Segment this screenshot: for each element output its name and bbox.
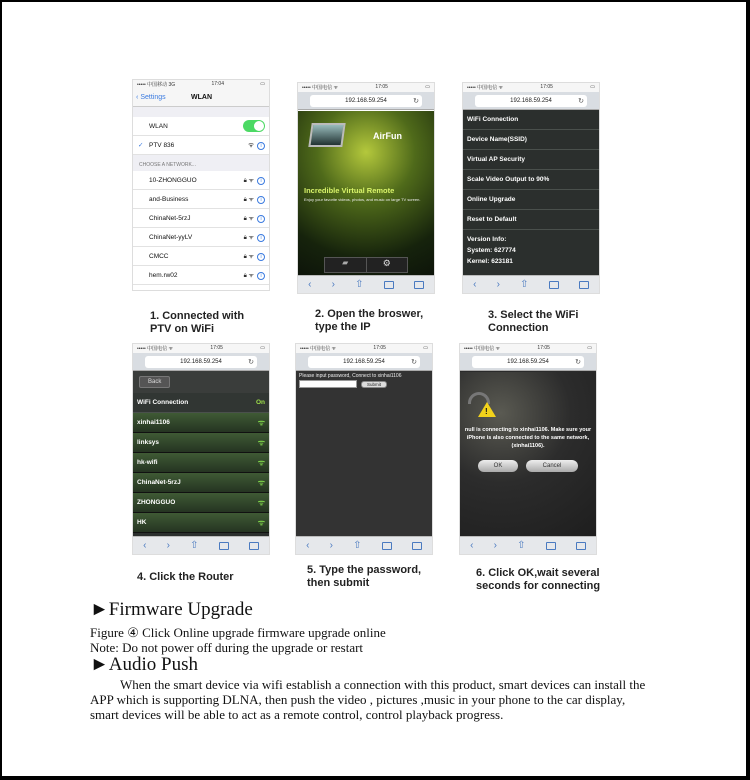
network-name: 10-ZHONGGUO <box>149 176 197 184</box>
bookmarks-icon[interactable] <box>384 281 394 289</box>
subline: Enjoy your favorite videos, photos, and music on large TV screen. <box>304 197 421 202</box>
caption-step-3: 3. Select the WiFi Connection <box>488 309 579 334</box>
carrier-text: ••••• 中国电信 ᯤ <box>467 85 504 91</box>
password-prompt: Please input password, Connect to xinhai1106 <box>299 373 402 379</box>
kernel-version: Kernel: 623181 <box>467 258 513 265</box>
password-input[interactable] <box>299 380 357 388</box>
firmware-line-1: Figure ④ Click Online upgrade firmware upgrade online <box>90 625 386 640</box>
lock-wifi-info-icon: 🔒︎ ᯤ i <box>244 233 265 242</box>
router-name: xinhai1106 <box>137 419 170 426</box>
wifi-signal-icon: ᯤ <box>257 478 265 487</box>
firmware-line-2: Note: Do not power off during the upgrade or restart <box>90 640 364 655</box>
reload-icon[interactable]: ↻ <box>248 358 254 366</box>
lock-wifi-info-icon: 🔒︎ ᯤ i <box>244 214 265 223</box>
settings-back-button[interactable]: Settings <box>140 94 166 101</box>
reload-icon[interactable]: ↻ <box>575 358 581 366</box>
caption-step-5: 5. Type the password, then submit <box>307 564 422 589</box>
forward-arrow-icon[interactable]: › <box>493 539 497 551</box>
wifi-signal-icon: ᯤ <box>257 458 265 467</box>
wifi-info-icons: ᯤ i <box>248 140 265 150</box>
status-bar <box>133 344 269 353</box>
share-icon[interactable]: ⇧ <box>517 539 526 551</box>
wlan-label: WLAN <box>149 122 168 130</box>
wifi-signal-icon: ᯤ <box>257 498 265 507</box>
network-row[interactable] <box>133 209 269 228</box>
url-text[interactable]: 192.168.59.254 <box>345 97 387 104</box>
remote-button[interactable]: ▰ <box>325 258 367 272</box>
back-arrow-icon[interactable]: ‹ <box>143 539 147 551</box>
forward-arrow-icon[interactable]: › <box>329 539 333 551</box>
back-arrow-icon[interactable]: ‹ <box>308 278 312 290</box>
tabs-icon[interactable] <box>412 542 422 550</box>
tabs-icon[interactable] <box>576 542 586 550</box>
lock-wifi-info-icon: 🔒︎ ᯤ i <box>244 176 265 185</box>
caption-step-6: 6. Click OK,wait several seconds for connecting <box>476 567 601 592</box>
warning-exclamation: ! <box>485 407 488 416</box>
caption-step-2: 2. Open the broswer, type the IP <box>315 308 424 333</box>
share-icon[interactable]: ⇧ <box>520 278 529 290</box>
forward-arrow-icon[interactable]: › <box>496 278 500 290</box>
browser-toolbar <box>298 275 434 293</box>
dialog-backdrop <box>460 372 596 536</box>
wifi-signal-icon: ᯤ <box>257 438 265 447</box>
router-name: HK <box>137 519 147 526</box>
battery-icon: ▭ <box>425 84 430 90</box>
reload-icon[interactable]: ↻ <box>411 358 417 366</box>
carrier-text: ••••• 中国电信 ᯤ <box>464 346 501 352</box>
version-label: Version Info: <box>467 236 507 243</box>
network-name: CMCC <box>149 252 169 260</box>
router-row[interactable] <box>133 513 269 533</box>
bottom-controls <box>324 257 408 273</box>
url-text[interactable]: 192.168.59.254 <box>507 358 549 365</box>
network-row[interactable] <box>133 171 269 190</box>
phone-screenshot-wifi-list <box>132 343 270 555</box>
battery-icon: ▭ <box>423 345 428 351</box>
headline: Incredible Virtual Remote <box>304 186 395 195</box>
status-bar <box>296 344 432 353</box>
wlan-toggle[interactable] <box>243 120 265 132</box>
router-name: ChinaNet-5rzJ <box>137 479 181 486</box>
wifi-header-label: WiFi Connection <box>137 399 189 406</box>
status-bar <box>133 80 269 89</box>
wifi-header <box>133 393 269 413</box>
system-version: System: 627774 <box>467 247 516 254</box>
url-bar[interactable] <box>296 353 432 371</box>
url-text[interactable]: 192.168.59.254 <box>180 358 222 365</box>
time-text: 17:05 <box>537 345 550 351</box>
back-button[interactable]: Back <box>139 376 170 388</box>
lock-wifi-info-icon: 🔒︎ ᯤ i <box>244 252 265 261</box>
network-list <box>133 171 269 285</box>
tv-graphic-icon <box>308 123 345 147</box>
cancel-button[interactable]: Cancel <box>526 460 578 472</box>
version-info <box>463 230 599 271</box>
audio-heading: ►Audio Push <box>90 654 199 675</box>
settings-gear-icon[interactable]: ⚙ <box>382 258 391 268</box>
status-bar <box>460 344 596 353</box>
url-bar[interactable] <box>460 353 596 371</box>
router-name: hk-wifi <box>137 459 158 466</box>
wifi-signal-icon: ᯤ <box>257 518 265 527</box>
wifi-state[interactable]: On <box>255 399 265 406</box>
time-text: 17:04 <box>211 81 224 87</box>
share-icon[interactable]: ⇧ <box>190 539 199 551</box>
tabs-icon[interactable] <box>249 542 259 550</box>
connected-network-name: PTV 836 <box>149 141 175 149</box>
tabs-icon[interactable] <box>414 281 424 289</box>
network-row[interactable] <box>133 228 269 247</box>
network-name: ChinaNet-5rzJ <box>149 214 191 222</box>
menu-item[interactable]: Scale Video Output to 90% <box>463 170 599 190</box>
router-list <box>133 413 269 533</box>
battery-icon: ▭ <box>260 81 265 87</box>
phone-screenshot-connect-dialog <box>459 343 597 555</box>
battery-icon: ▭ <box>587 345 592 351</box>
back-arrow-icon[interactable]: ‹ <box>306 539 310 551</box>
battery-icon: ▭ <box>590 84 595 90</box>
url-bar[interactable] <box>133 353 269 371</box>
phone-screenshot-password <box>295 343 433 555</box>
back-chevron-icon[interactable]: ‹ <box>136 94 139 101</box>
carrier-text: ••••• 中国电信 ᯤ <box>300 346 337 352</box>
time-text: 17:05 <box>210 345 223 351</box>
share-icon[interactable]: ⇧ <box>355 278 364 290</box>
wifi-signal-icon: ᯤ <box>257 418 265 427</box>
nav-title: WLAN <box>191 94 212 101</box>
connect-message: null is connecting to xinhai1106. Make sure your iPhone is also connected to the same network, (xinhai1106). <box>464 427 592 449</box>
caption-step-1: 1. Connected with PTV on WiFi <box>150 310 245 335</box>
tabs-icon[interactable] <box>579 281 589 289</box>
reload-icon[interactable]: ↻ <box>413 97 419 105</box>
firmware-heading: ►Firmware Upgrade <box>90 599 253 620</box>
bookmarks-icon[interactable] <box>219 542 229 550</box>
router-row[interactable] <box>133 413 269 433</box>
share-icon[interactable]: ⇧ <box>353 539 362 551</box>
menu-item[interactable]: Virtual AP Security <box>463 150 599 170</box>
forward-arrow-icon[interactable]: › <box>331 278 335 290</box>
carrier-text: ••••• 中国电信 ᯤ <box>137 346 174 352</box>
battery-icon: ▭ <box>260 345 265 351</box>
browser-toolbar <box>463 275 599 293</box>
url-bar[interactable] <box>463 92 599 110</box>
network-row[interactable] <box>133 247 269 266</box>
forward-arrow-icon[interactable]: › <box>166 539 170 551</box>
status-bar <box>298 83 434 92</box>
menu-item[interactable]: Device Name(SSID) <box>463 130 599 150</box>
section-header: CHOOSE A NETWORK... <box>133 155 269 171</box>
router-name: ZHONGGUO <box>137 499 176 506</box>
brand-logo: AirFun <box>373 131 402 141</box>
url-bar[interactable] <box>298 92 434 110</box>
checkmark-icon: ✓ <box>138 142 144 149</box>
submit-button[interactable]: Submit <box>361 381 387 388</box>
phone-screenshot-wlan <box>132 79 270 291</box>
time-text: 17:05 <box>375 84 388 90</box>
phone-screenshot-airfun <box>297 82 435 294</box>
time-text: 17:05 <box>373 345 386 351</box>
phone-screenshot-menu <box>462 82 600 294</box>
url-text[interactable]: 192.168.59.254 <box>343 358 385 365</box>
nav-bar <box>133 89 269 107</box>
audio-paragraph: When the smart device via wifi establish a connection with this product, smart devices can install the APP which is supporting DLNA, then push the video , pictures ,music in your phone to the car display, smart devices will be able to act as a remote control, control playback progress. <box>90 677 646 722</box>
router-name: linksys <box>137 439 160 446</box>
carrier-text: ••••• 中国电信 ᯤ <box>302 85 339 91</box>
menu-item[interactable]: Online Upgrade <box>463 190 599 210</box>
menu-item[interactable]: WiFi Connection <box>463 110 599 130</box>
ok-button[interactable]: OK <box>478 460 518 472</box>
lock-wifi-info-icon: 🔒︎ ᯤ i <box>244 271 265 280</box>
bookmarks-icon[interactable] <box>382 542 392 550</box>
browser-toolbar <box>133 536 269 554</box>
menu-item[interactable]: Reset to Default <box>463 210 599 230</box>
wlan-toggle-row <box>133 117 269 136</box>
browser-toolbar <box>296 536 432 554</box>
network-name: ChinaNet-yyLV <box>149 233 193 241</box>
bookmarks-icon[interactable] <box>546 542 556 550</box>
network-row[interactable] <box>133 266 269 285</box>
carrier-text: ••••• 中国移动 3G <box>137 82 176 88</box>
back-bar <box>133 371 269 393</box>
router-row[interactable] <box>133 453 269 473</box>
browser-toolbar <box>460 536 596 554</box>
back-arrow-icon[interactable]: ‹ <box>470 539 474 551</box>
reload-icon[interactable]: ↻ <box>578 97 584 105</box>
lock-wifi-info-icon: 🔒︎ ᯤ i <box>244 195 265 204</box>
router-row[interactable] <box>133 493 269 513</box>
back-arrow-icon[interactable]: ‹ <box>473 278 477 290</box>
status-bar <box>463 83 599 92</box>
connected-network-row[interactable] <box>133 136 269 155</box>
network-name: hem.rw02 <box>149 271 178 279</box>
bookmarks-icon[interactable] <box>549 281 559 289</box>
router-row[interactable] <box>133 433 269 453</box>
caption-step-4: 4. Click the Router <box>137 571 234 583</box>
settings-menu <box>463 110 599 230</box>
url-text[interactable]: 192.168.59.254 <box>510 97 552 104</box>
time-text: 17:05 <box>540 84 553 90</box>
airfun-hero <box>298 111 434 275</box>
document-page <box>2 2 746 776</box>
network-name: and-Business <box>149 195 189 203</box>
network-row[interactable] <box>133 190 269 209</box>
router-row[interactable] <box>133 473 269 493</box>
